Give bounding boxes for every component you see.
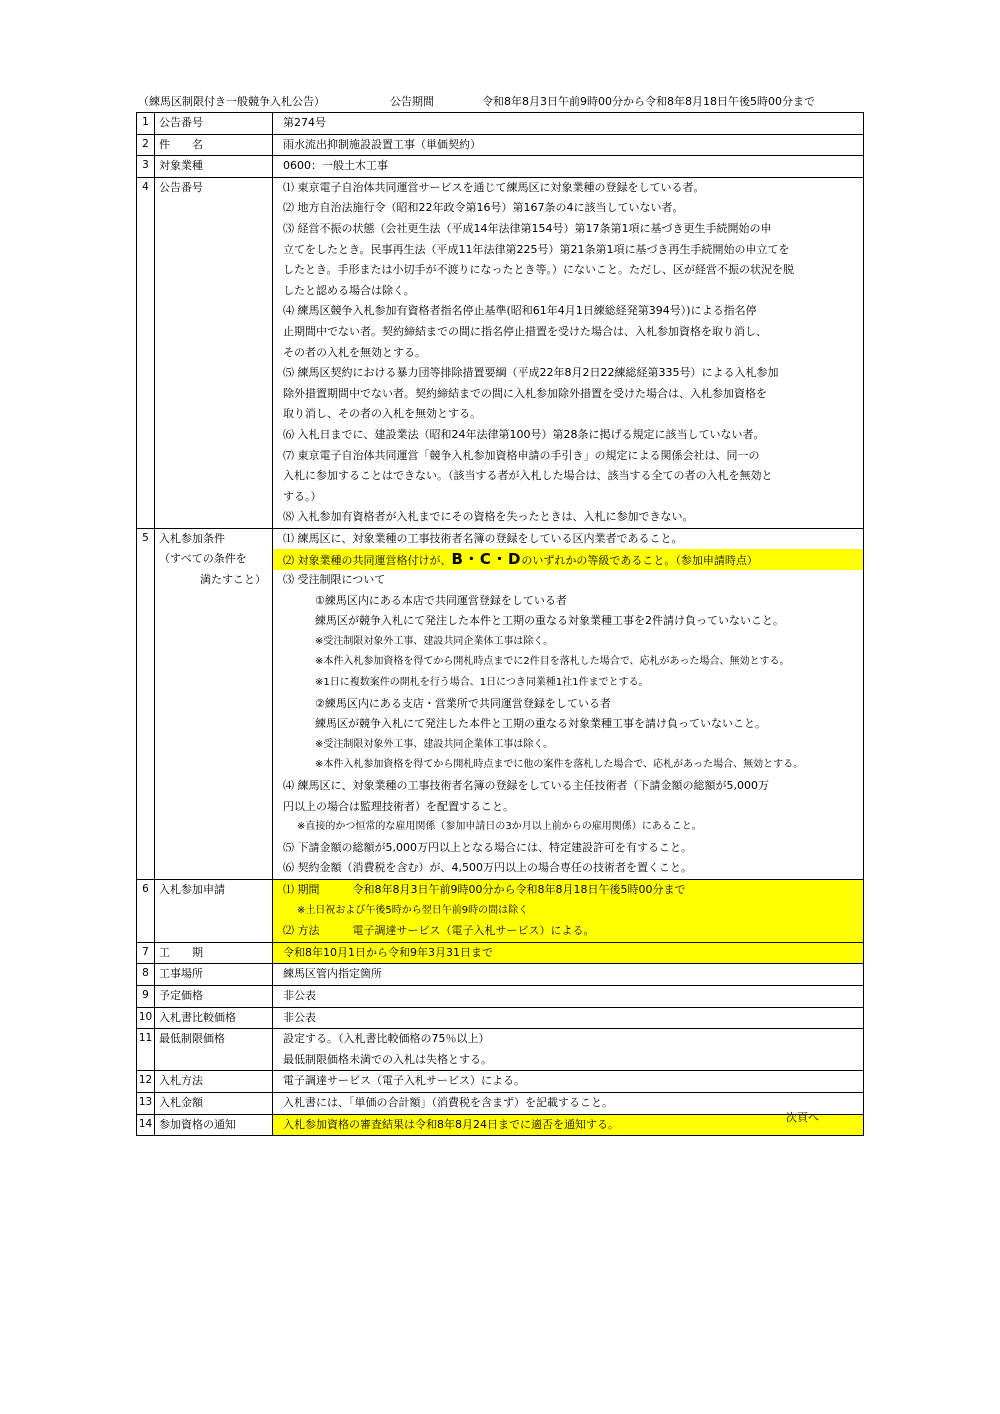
notice-number: 第274号 <box>283 116 326 129</box>
row-number: 4 <box>137 177 155 528</box>
row-value <box>273 942 864 964</box>
condition-note: ※本件入札参加資格を得てから開札時点までに他の案件を落札した場合で、応札があった場合、無効とする。 <box>315 759 804 771</box>
table-row <box>137 1114 864 1136</box>
condition-note: ※直接的かつ恒常的な雇用関係（参加申請日の3か月以上前からの雇用関係）にあること。 <box>297 821 702 833</box>
minimum-price-line: 設定する。（入札書比較価格の75％以上） <box>283 1032 490 1046</box>
row-label-text: 満たすこと） <box>200 573 266 587</box>
condition-line: 練馬区が競争入札にて発注した本件と工期の重なる対象業種工事を2件請け負っていないこと。 <box>315 614 784 628</box>
qualification-notice: 入札参加資格の審査結果は令和8年8月24日までに適否を通知する。 <box>273 1115 863 1136</box>
row-label <box>155 879 273 942</box>
row-label-text: 公告番号 <box>159 180 203 194</box>
application-method: ⑵ 方法 電子調達サービス（電子入札サービス）による。 <box>283 924 595 938</box>
row-label <box>155 177 273 528</box>
application-info <box>273 879 864 942</box>
row-value <box>273 1007 864 1029</box>
row-label <box>155 1007 273 1029</box>
qualification-line: ⑸ 練馬区契約における暴力団等排除措置要綱（平成22年8月2日22練総経第335号）による入札参加 <box>283 366 779 380</box>
grade-condition-text: のいずれかの等級であること。（参加申請時点） <box>521 554 758 568</box>
grade-list: B・C・D <box>451 550 522 569</box>
row-label-text: 入札参加申請 <box>159 882 225 896</box>
row-label <box>155 1114 273 1136</box>
row-label <box>155 1092 273 1114</box>
row-number: 7 <box>137 942 155 964</box>
qualification-line: する。） <box>283 489 322 503</box>
next-page-note: 次頁へ <box>786 1111 819 1124</box>
condition-line: ①練馬区内にある本店で共同運営登録をしている者 <box>315 593 567 607</box>
row-label-text: 予定価格 <box>159 988 203 1002</box>
project-name: 雨水流出抑制施設設置工事（単価契約） <box>283 137 481 151</box>
qualification-line: 立てをしたとき。民事再生法（平成11年法律第225号）第21条第1項に基づき再生手続開始の申立てを <box>283 242 790 256</box>
qualification-line: 入札に参加することはできない。（該当する者が入札した場合は、該当する全ての者の入札を無効と <box>283 469 773 483</box>
row-number: 10 <box>137 1007 155 1029</box>
qualification-line: その者の入札を無効とする。 <box>283 345 426 359</box>
condition-line: ②練馬区内にある支店・営業所で共同運営登録をしている者 <box>315 696 611 710</box>
row-value <box>273 1071 864 1093</box>
row-label-text: 入札参加条件 <box>159 531 225 545</box>
grade-condition-text: ⑵ 対象業種の共同運営格付けが、 <box>283 554 452 568</box>
row-label <box>155 964 273 986</box>
qualification-line: 取り消し、その者の入札を無効とする。 <box>283 407 481 421</box>
row-label-text: 入札金額 <box>159 1095 203 1109</box>
period-label: 公告期間 <box>390 95 434 108</box>
qualification-line: したと認める場合は除く。 <box>283 283 415 297</box>
notice-header <box>138 95 863 109</box>
qualification-line: ⑶ 経営不振の状態（会社更生法（平成14年法律第154号）第17条第1項に基づき更生手続開始の申 <box>283 221 772 235</box>
table-row <box>137 113 864 135</box>
table-row <box>137 942 864 964</box>
row-number: 8 <box>137 964 155 986</box>
construction-period: 令和8年10月1日から令和9年3月31日まで <box>273 943 863 964</box>
row-number: 14 <box>137 1114 155 1136</box>
bid-conditions <box>273 528 864 879</box>
condition-line: ⑴ 練馬区に、対象業種の工事技術者名簿の登録をしている区内業者であること。 <box>283 531 683 545</box>
table-row <box>137 964 864 986</box>
bid-method: 電子調達サービス（電子入札サービス）による。 <box>283 1074 525 1088</box>
comparison-price: 非公表 <box>283 1010 316 1024</box>
table-row <box>137 177 864 528</box>
row-value <box>273 113 864 135</box>
row-value <box>273 1092 864 1114</box>
qualification-line: 除外措置期間中でない者。契約締結までの間に入札参加除外措置を受けた場合は、入札参加資格を <box>283 386 767 400</box>
row-number: 2 <box>137 134 155 156</box>
application-period: ⑴ 期間 令和8年8月3日午前9時00分から令和8年8月18日午後5時00分まで <box>283 882 686 896</box>
application-note: ※土日祝および午後5時から翌日午前9時の間は除く <box>297 904 529 916</box>
row-label <box>155 1071 273 1093</box>
table-row <box>137 134 864 156</box>
condition-note: ※1日に複数案件の開札を行う場合、1日につき同業種1社1件までとする。 <box>315 677 649 689</box>
qualification-line: したとき。手形または小切手が不渡りになったとき等。）にないこと。ただし、区が経営不振の状況を脱 <box>283 263 795 277</box>
notice-table <box>136 112 864 1136</box>
condition-note: ※受注制限対象外工事、建設共同企業体工事は除く。 <box>315 635 554 647</box>
estimated-price: 非公表 <box>283 988 316 1002</box>
row-label-text: 公告番号 <box>159 116 203 129</box>
row-number: 11 <box>137 1029 155 1071</box>
qualification-line: ⑷ 練馬区競争入札参加有資格者指名停止基準(昭和61年4月1日練総経発第394号）)による指名停 <box>283 304 757 318</box>
row-label <box>155 528 273 879</box>
business-type: 0600：一般土木工事 <box>283 159 388 173</box>
bid-amount: 入札書には、「単価の合計額」（消費税を含まず）を記載すること。 <box>283 1095 613 1109</box>
row-label-text: 件 名 <box>159 137 203 151</box>
minimum-price-info <box>273 1029 864 1071</box>
table-row <box>137 528 864 879</box>
table-row <box>137 1071 864 1093</box>
row-number: 12 <box>137 1071 155 1093</box>
row-number: 9 <box>137 985 155 1007</box>
condition-note: ※受注制限対象外工事、建設共同企業体工事は除く。 <box>315 738 554 750</box>
row-label <box>155 113 273 135</box>
row-value <box>273 134 864 156</box>
qualification-list <box>273 177 864 528</box>
condition-line: ⑹ 契約金額（消費税を含む）が、4,500万円以上の場合専任の技術者を置くこと。 <box>283 861 692 875</box>
row-number: 13 <box>137 1092 155 1114</box>
row-label <box>155 942 273 964</box>
notice-type: （練馬区制限付き一般競争入札公告） <box>138 95 325 108</box>
table-row <box>137 1007 864 1029</box>
row-value <box>273 964 864 986</box>
condition-line: ⑶ 受注制限について <box>283 573 386 587</box>
row-label <box>155 985 273 1007</box>
condition-note: ※本件入札参加資格を得てから開札時点までに2件目を落札した場合で、応札があった場合、無効とする。 <box>315 656 790 668</box>
row-label-text: 対象業種 <box>159 159 203 173</box>
row-label <box>155 156 273 178</box>
row-value <box>273 156 864 178</box>
row-value <box>273 1114 864 1136</box>
construction-location: 練馬区管内指定箇所 <box>283 967 382 981</box>
row-label-text: 最低制限価格 <box>159 1032 225 1046</box>
qualification-line: ⑺ 東京電子自治体共同運営「競争入札参加資格申請の手引き」の規定による関係会社は、同一の <box>283 448 760 462</box>
table-row <box>137 1029 864 1071</box>
table-row <box>137 1092 864 1114</box>
grade-condition-line <box>273 549 863 570</box>
row-label-text: 工 期 <box>159 945 203 959</box>
condition-line: 練馬区が競争入札にて発注した本件と工期の重なる対象業種工事を請け負っていないこと。 <box>315 717 766 731</box>
row-label-text: 工事場所 <box>159 967 203 981</box>
table-row <box>137 879 864 942</box>
row-value <box>273 985 864 1007</box>
qualification-line: ⑻ 入札参加有資格者が入札までにその資格を失ったときは、入札に参加できない。 <box>283 510 694 524</box>
condition-line: ⑸ 下請金額の総額が5,000万円以上となる場合には、特定建設許可を有すること。 <box>283 840 692 854</box>
condition-line: 円以上の場合は監理技術者）を配置すること。 <box>283 799 514 813</box>
row-number: 3 <box>137 156 155 178</box>
row-label-text: 参加資格の通知 <box>159 1117 236 1131</box>
row-label-text: 入札方法 <box>159 1074 203 1088</box>
period-value: 令和8年8月3日午前9時00分から令和8年8月18日午後5時00分まで <box>482 95 815 108</box>
qualification-line: ⑹ 入札日までに、建設業法（昭和24年法律第100号）第28条に掲げる規定に該当していない者。 <box>283 427 765 441</box>
row-number: 6 <box>137 879 155 942</box>
row-number: 5 <box>137 528 155 879</box>
row-label-text: （すべての条件を <box>159 552 247 566</box>
table-row <box>137 985 864 1007</box>
table-row <box>137 156 864 178</box>
row-label-text: 入札書比較価格 <box>159 1010 236 1024</box>
qualification-line: ⑵ 地方自治法施行令（昭和22年政令第16号）第167条の4に該当していない者。 <box>283 201 684 215</box>
row-number: 1 <box>137 113 155 135</box>
condition-line: ⑷ 練馬区に、対象業種の工事技術者名簿の登録をしている主任技術者（下請金額の総額が5,000万 <box>283 779 769 792</box>
row-label <box>155 134 273 156</box>
qualification-line: 止期間中でない者。契約締結までの間に指名停止措置を受けた場合は、入札参加資格を取り消し、 <box>283 324 767 338</box>
row-label <box>155 1029 273 1071</box>
qualification-line: ⑴ 東京電子自治体共同運営サービスを通じて練馬区に対象業種の登録をしている者。 <box>283 180 705 194</box>
minimum-price-line: 最低制限価格未満での入札は失格とする。 <box>283 1052 492 1066</box>
